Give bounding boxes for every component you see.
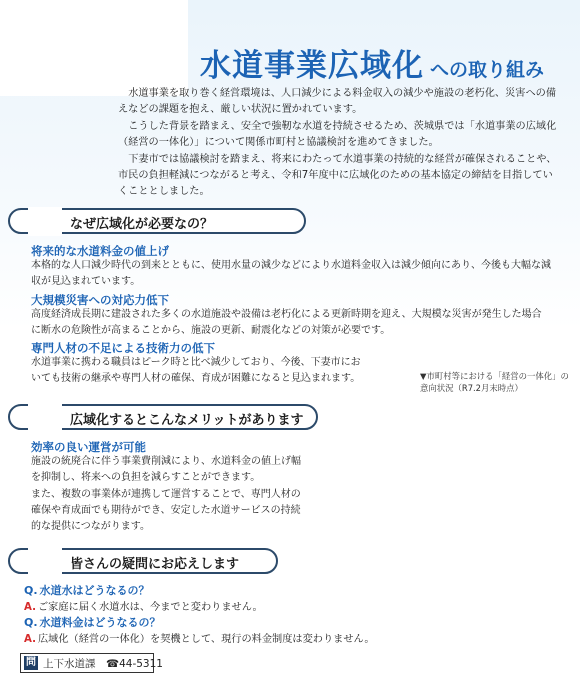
intro-text (118, 86, 558, 201)
intro-paragraph: こうした背景を踏まえ、安全で強靭な水道を持続させるため、茨城県では「水道事業の広域化（経営の一体化）」について関係市町村と協議検討を進めてきました。 (118, 120, 557, 149)
question-mark: Q. (24, 584, 38, 597)
inquiry-badge: 問 (26, 657, 36, 668)
section-heading-label: 広域化するとこんなメリットがあります (70, 413, 304, 428)
section-heading-merit (8, 404, 318, 430)
pill-block (28, 547, 62, 576)
answer-mark: A. (24, 634, 36, 645)
answer (24, 598, 263, 613)
answer-text: 広域化（経営の一体化）を契機として、現行の料金制度は変わりません。 (37, 634, 375, 645)
question (24, 614, 161, 630)
contact-box (20, 653, 163, 673)
section-heading-label: なぜ広域化が必要なの？ (70, 217, 214, 232)
pill-block (28, 403, 62, 432)
subsection-text: 高度経済成長期に建設された多くの水道施設や設備は老朽化による更新時期を迎え、大規模な災害が発生した場合に断水の危険性が高まることから、施設の更新、耐震化などの対策が必要です。 (31, 309, 542, 337)
title-sub: への取り組み (430, 59, 545, 81)
answer (24, 630, 375, 645)
question (24, 582, 150, 598)
subsection-text: 水道事業に携わる職員はピーク時と比べ減少しており、今後、下妻市においても技術の継承や専門人材の確保、育成が困難になると見込まれます。 (31, 357, 361, 385)
answer-text: ご家庭に届く水道水は、今までと変わりません。 (37, 602, 263, 613)
page-title (200, 40, 545, 84)
question-text: 水道料金はどうなるの？ (39, 616, 161, 629)
subsection-text: 施設の統廃合に伴う事業費削減により、水道料金の値上げ幅を抑制し、将来への負担を減らすことができます。 (31, 456, 301, 484)
contact-text: 上下水道課 ☎44-5311 (43, 658, 163, 670)
pill-block (28, 207, 62, 236)
title-main: 水道事業広域化 (200, 48, 424, 84)
section-heading-label: 皆さんの疑問にお応えします (70, 557, 240, 572)
intro-paragraph: 下妻市では協議検討を踏まえ、将来にわたって水道事業の持続的な経営が確保されることや、市民の負担軽減につながると考え、令和7年度中に広域化のための基本協定の締結を目指していくこととしました。 (118, 153, 557, 198)
subsection-title: 効率の良い運営が可能 (31, 440, 146, 454)
subsection-text: また、複数の事業体が連携して運営することで、専門人材の確保や育成面でも期待ができ、安定した水道サービスの持続的な提供につながります。 (31, 489, 301, 533)
question-text: 水道水はどうなるの？ (39, 584, 150, 597)
subsection-title: 大規模災害への対応力低下 (31, 293, 169, 307)
answer-mark: A. (24, 602, 36, 613)
intro-paragraph: 水道事業を取り巻く経営環境は、人口減少による料金収入の減少や施設の老朽化、災害への備えなどの課題を抱え、厳しい状況に置かれています。 (118, 88, 557, 116)
subsection-text: 本格的な人口減少時代の到来とともに、使用水量の減少などにより水道料金収入は減少傾向にあり、今後も大幅な減収が見込まれています。 (31, 260, 551, 288)
subsection-title: 専門人材の不足による技術力の低下 (31, 341, 215, 355)
question-mark: Q. (24, 616, 38, 629)
map-caption: ▼市町村等における「経営の一体化」の意向状況（R7.2月末時点） (420, 371, 569, 393)
section-heading-why (8, 208, 306, 234)
background-cutout (0, 0, 188, 96)
section-heading-qa (8, 548, 278, 574)
subsection-title: 将来的な水道料金の値上げ (31, 244, 169, 258)
